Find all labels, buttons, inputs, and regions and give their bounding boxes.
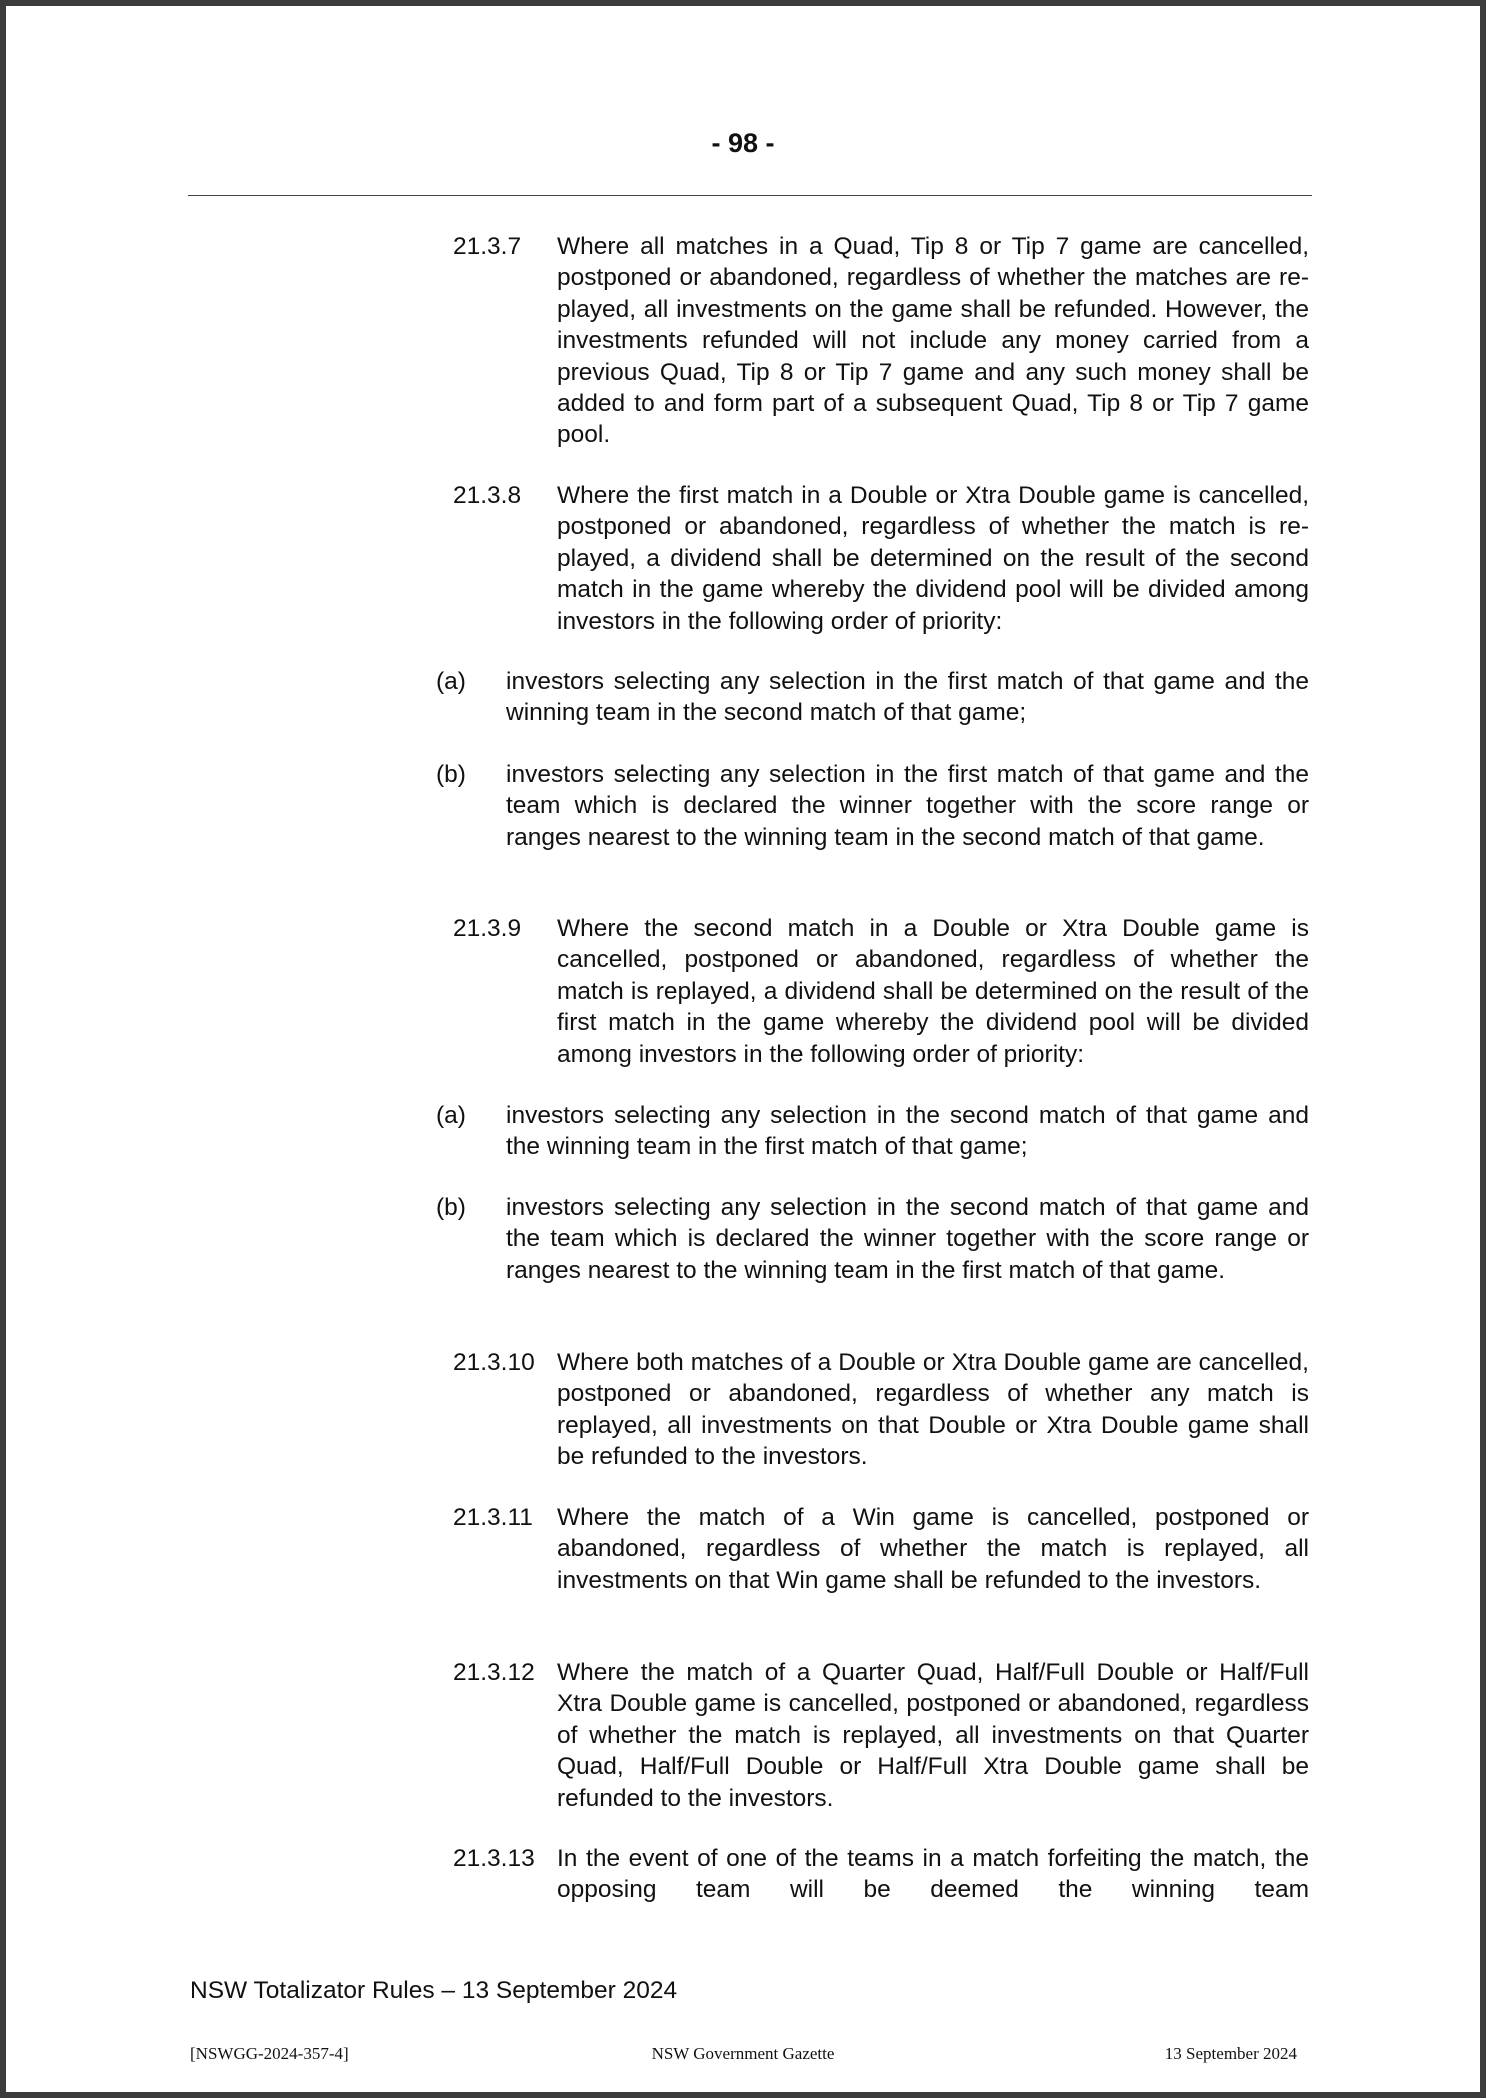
clause-number: 21.3.11 [453, 1504, 533, 1531]
clause-21-3-12 [453, 1657, 1309, 1814]
clause-number: 21.3.8 [453, 482, 522, 509]
clause-21-3-9-item-a [436, 1100, 1309, 1163]
clause-text: Where both matches of a Double or Xtra Double game are cancelled, postponed or abandoned, regardless of whether any match is replayed, all investments on that Double or Xtra Double game shall be refunded to the investors. [557, 1349, 1309, 1471]
clause-text: Where the match of a Win game is cancelled, postponed or abandoned, regardless of whether the match is replayed, all investments on that Win game shall be refunded to the investors. [557, 1504, 1309, 1594]
gazette-reference: [NSWGG-2024-357-4] [190, 2044, 349, 2063]
clause-21-3-9-item-b [436, 1192, 1309, 1286]
clause-21-3-9 [453, 913, 1309, 1070]
clause-text: Where all matches in a Quad, Tip 8 or Tip 7 game are cancelled, postponed or abandoned, regardless of whether the matches are re-played, all investments on the game shall be refunded. However, the investments refunded will not include any money carried from a previous Quad, Tip 8 or Tip 7 game and any such money shall be added to and form part of a subsequent Quad, Tip 8 or Tip 7 game pool. [557, 233, 1309, 449]
clause-21-3-11 [453, 1502, 1309, 1596]
item-label: (a) [436, 1102, 466, 1129]
page-number: - 98 - [711, 128, 775, 158]
item-text: investors selecting any selection in the first match of that game and the winning team in the second match of that game; [506, 668, 1309, 727]
item-text: investors selecting any selection in the first match of that game and the team which is declared the winner together with the score range or ranges nearest to the winning team in the second match of that game. [506, 761, 1309, 851]
clause-number: 21.3.12 [453, 1659, 535, 1686]
clause-number: 21.3.13 [453, 1845, 535, 1872]
clause-number: 21.3.7 [453, 233, 522, 260]
clause-text: In the event of one of the teams in a match forfeiting the match, the opposing team will be deemed the winning team [557, 1845, 1309, 1904]
header-rule [188, 195, 1312, 196]
gazette-name: NSW Government Gazette [651, 2044, 835, 2063]
clause-text: Where the second match in a Double or Xtra Double game is cancelled, postponed or abandoned, regardless of whether the match is replayed, a dividend shall be determined on the result of the first match in the game whereby the dividend pool will be divided among investors in the following order of priority: [557, 915, 1309, 1068]
footer-document-title: NSW Totalizator Rules – 13 September 2024 [190, 1977, 678, 2004]
item-label: (b) [436, 761, 466, 788]
gazette-date: 13 September 2024 [1164, 2044, 1297, 2063]
clause-21-3-7 [453, 231, 1309, 451]
clause-21-3-10 [453, 1347, 1309, 1473]
clause-number: 21.3.9 [453, 915, 522, 942]
clause-text: Where the first match in a Double or Xtra Double game is cancelled, postponed or abandoned, regardless of whether the match is re-played, a dividend shall be determined on the result of the second match in the game whereby the dividend pool will be divided among investors in the following order of priority: [557, 482, 1309, 635]
clause-21-3-8-item-a [436, 666, 1309, 729]
clause-number: 21.3.10 [453, 1349, 535, 1376]
clause-21-3-13 [453, 1843, 1309, 1906]
clause-21-3-8-item-b [436, 759, 1309, 853]
item-text: investors selecting any selection in the second match of that game and the team which is declared the winner together with the score range or ranges nearest to the winning team in the first match of that game. [506, 1194, 1309, 1284]
clause-text: Where the match of a Quarter Quad, Half/Full Double or Half/Full Xtra Double game is cancelled, postponed or abandoned, regardless of whether the match is replayed, all investments on that Quarter Quad, Half/Full Double or Half/Full Xtra Double game shall be refunded to the investors. [557, 1659, 1309, 1812]
item-text: investors selecting any selection in the second match of that game and the winning team in the first match of that game; [506, 1102, 1309, 1161]
item-label: (b) [436, 1194, 466, 1221]
item-label: (a) [436, 668, 466, 695]
clause-21-3-8 [453, 480, 1309, 637]
